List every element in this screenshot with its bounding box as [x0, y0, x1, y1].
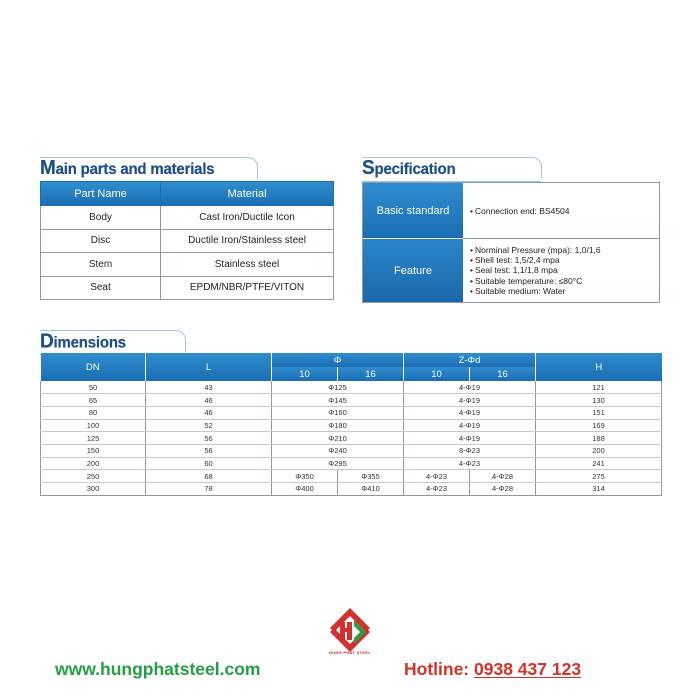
dims-header-zphid: Z-Φd — [404, 353, 536, 367]
phi-cell: Φ240 — [272, 444, 404, 457]
parts-header-part-name: Part Name — [41, 182, 161, 206]
basic-standard-value — [463, 183, 659, 239]
specification-table — [362, 182, 660, 303]
l-cell: 68 — [146, 470, 272, 483]
dims-header-l: L — [146, 353, 272, 381]
zd-10-cell: 4-Φ23 — [404, 470, 470, 483]
material-cell: Cast Iron/Ductile Icon — [161, 206, 334, 230]
h-cell: 200 — [536, 444, 662, 457]
feature-item: • Suitable temperature: ≤80°C — [470, 276, 659, 286]
part-name-cell: Disc — [41, 229, 161, 253]
hotline — [404, 659, 581, 680]
dn-cell: 50 — [41, 381, 146, 394]
phi-cell: Φ210 — [272, 432, 404, 445]
zd-cell: 4-Φ19 — [404, 419, 536, 432]
table-row — [41, 432, 662, 445]
dims-subheader-phi-16: 16 — [338, 367, 404, 381]
hung-phat-logo — [326, 606, 374, 654]
part-name-cell: Seat — [41, 276, 161, 300]
dims-subheader-phi-10: 10 — [272, 367, 338, 381]
h-cell: 188 — [536, 432, 662, 445]
h-cell: 130 — [536, 394, 662, 407]
zd-cell: 4-Φ19 — [404, 406, 536, 419]
zd-10-cell: 4-Φ23 — [404, 483, 470, 496]
h-cell: 121 — [536, 381, 662, 394]
parts-title-rest: ain parts and materials — [55, 160, 215, 179]
dims-title-rest: imensions — [53, 333, 126, 352]
spec-title-rest: pecification — [374, 160, 456, 179]
table-row — [41, 483, 662, 496]
parts-materials-table — [40, 181, 334, 300]
dn-cell: 200 — [41, 457, 146, 470]
material-cell: EPDM/NBR/PTFE/VITON — [161, 276, 334, 300]
h-cell: 151 — [536, 406, 662, 419]
table-row — [41, 394, 662, 407]
parts-section-title — [40, 157, 258, 179]
website-link[interactable]: www.hungphatsteel.com — [55, 659, 261, 679]
h-cell: 275 — [536, 470, 662, 483]
phi-16-cell: Φ355 — [338, 470, 404, 483]
table-row — [41, 276, 334, 300]
l-cell: 43 — [146, 381, 272, 394]
dims-header-dn: DN — [41, 353, 146, 381]
dims-subheader-zd-10: 10 — [404, 367, 470, 381]
zd-16-cell: 4-Φ28 — [470, 483, 536, 496]
phi-10-cell: Φ350 — [272, 470, 338, 483]
basic-standard-text: • Connection end: BS4504 — [470, 206, 570, 216]
zd-cell: 4-Φ23 — [404, 457, 536, 470]
table-row — [41, 444, 662, 457]
dims-title-cap: D — [40, 330, 54, 353]
l-cell: 78 — [146, 483, 272, 496]
zd-cell: 8-Φ23 — [404, 444, 536, 457]
part-name-cell: Body — [41, 206, 161, 230]
feature-list — [463, 239, 659, 302]
dims-section-title — [40, 330, 186, 352]
dims-body — [41, 381, 662, 495]
l-cell: 46 — [146, 394, 272, 407]
feature-item: • Seal test: 1,1/1,8 mpa — [470, 265, 659, 275]
feature-item: • Suitable medium: Water — [470, 286, 659, 296]
parts-header-material: Material — [161, 182, 334, 206]
parts-title-cap: M — [40, 157, 56, 180]
material-cell: Stainless steel — [161, 253, 334, 277]
l-cell: 52 — [146, 419, 272, 432]
l-cell: 56 — [146, 444, 272, 457]
table-row — [41, 406, 662, 419]
dn-cell: 100 — [41, 419, 146, 432]
table-row — [41, 457, 662, 470]
zd-cell: 4-Φ19 — [404, 394, 536, 407]
phi-cell: Φ125 — [272, 381, 404, 394]
feature-item: • Shell test: 1,5/2,4 mpa — [470, 255, 659, 265]
basic-standard-label: Basic standard — [363, 183, 463, 239]
dims-header-h: H — [536, 353, 662, 381]
phi-cell: Φ295 — [272, 457, 404, 470]
dn-cell: 300 — [41, 483, 146, 496]
h-cell: 241 — [536, 457, 662, 470]
dn-cell: 250 — [41, 470, 146, 483]
zd-16-cell: 4-Φ28 — [470, 470, 536, 483]
hotline-number[interactable]: 0938 437 123 — [474, 659, 582, 679]
h-cell: 314 — [536, 483, 662, 496]
phi-16-cell: Φ410 — [338, 483, 404, 496]
table-row — [41, 470, 662, 483]
table-row — [41, 253, 334, 277]
dn-cell: 150 — [41, 444, 146, 457]
table-row — [41, 229, 334, 253]
phi-10-cell: Φ400 — [272, 483, 338, 496]
zd-cell: 4-Φ19 — [404, 381, 536, 394]
dimensions-table — [40, 353, 662, 496]
l-cell: 46 — [146, 406, 272, 419]
phi-cell: Φ160 — [272, 406, 404, 419]
material-cell: Ductile Iron/Stainless steel — [161, 229, 334, 253]
feature-item: • Norminal Pressure (mpa): 1,0/1,6 — [470, 245, 659, 255]
part-name-cell: Stem — [41, 253, 161, 277]
dn-cell: 80 — [41, 406, 146, 419]
dn-cell: 125 — [41, 432, 146, 445]
table-row — [41, 206, 334, 230]
table-row — [41, 381, 662, 394]
dims-subheader-zd-16: 16 — [470, 367, 536, 381]
table-row — [41, 419, 662, 432]
spec-title-cap: S — [362, 157, 375, 180]
feature-label: Feature — [363, 239, 463, 302]
phi-cell: Φ145 — [272, 394, 404, 407]
phi-cell: Φ180 — [272, 419, 404, 432]
zd-cell: 4-Φ19 — [404, 432, 536, 445]
hotline-label: Hotline: — [404, 659, 474, 679]
spec-section-title — [362, 157, 542, 179]
h-cell: 169 — [536, 419, 662, 432]
dims-header-phi: Φ — [272, 353, 404, 367]
dn-cell: 65 — [41, 394, 146, 407]
l-cell: 56 — [146, 432, 272, 445]
logo-caption: HUNG PHAT STEEL — [329, 650, 371, 655]
l-cell: 60 — [146, 457, 272, 470]
